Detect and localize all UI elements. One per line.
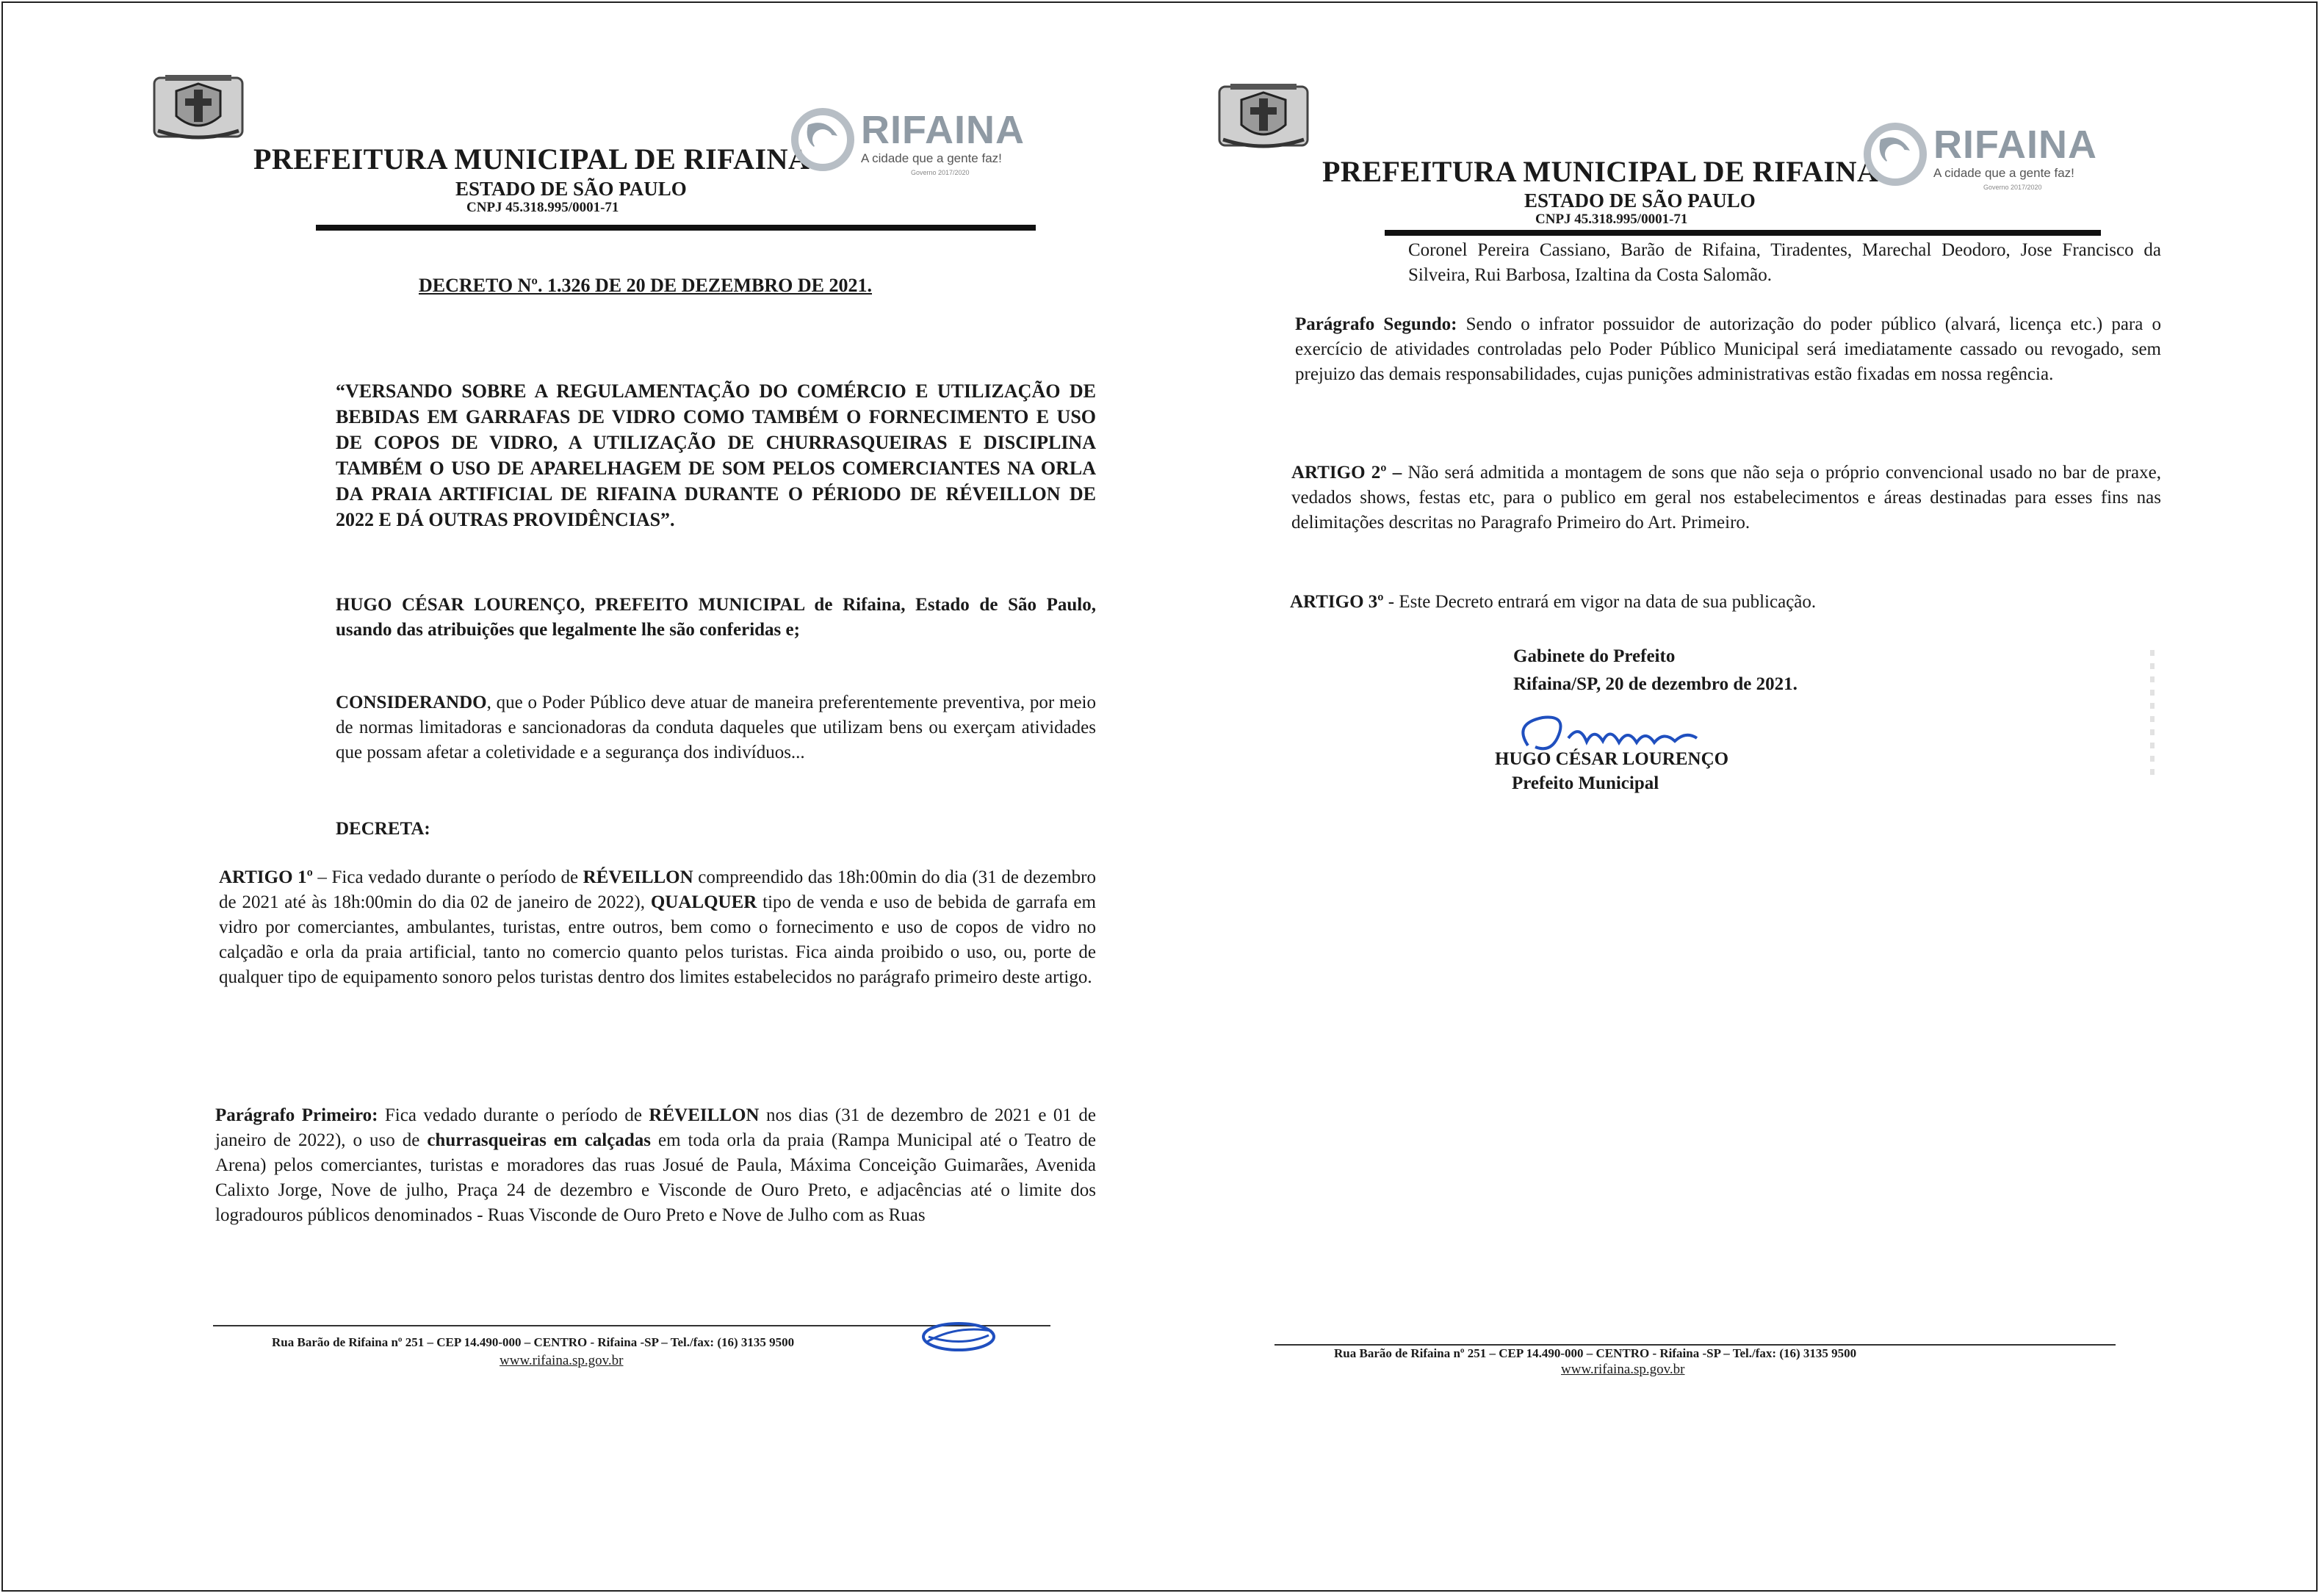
footer-address: Rua Barão de Rifaina nº 251 – CEP 14.490-000 – CENTRO - Rifaina -SP – Tel./fax: (16) 3135 9500 [1334, 1346, 1857, 1360]
footer-website-link[interactable]: www.rifaina.sp.gov.br [500, 1353, 624, 1368]
rifaina-logo [1858, 118, 2097, 198]
cnpj-label: CNPJ 45.318.995/0001-71 [466, 200, 619, 215]
article-2-text: Não será admitida a montagem de sons que não seja o próprio convencional usado no bar de praxe, vedados shows, festas etc, para o publico em geral nos estabelecimentos e áreas destinadas para esses fins nas delimitações descritas no Paragrafo Primeiro do Art. Primeiro. [1291, 463, 2161, 532]
paragraph-1-continuation: Coronel Pereira Cassiano, Barão de Rifaina, Tiradentes, Marechal Deodoro, Jose Francisco da Silveira, Rui Barbosa, Izaltina da Costa Salomão. [1408, 240, 2161, 285]
decreta-label: DECRETA: [336, 819, 430, 839]
article-2 [1291, 461, 2161, 535]
place-date: Rifaina/SP, 20 de dezembro de 2021. [1513, 674, 1798, 694]
logo-tagline: A cidade que a gente faz! [1933, 166, 2074, 180]
office-label: Gabinete do Prefeito [1513, 646, 1676, 666]
article-1 [219, 865, 1096, 990]
paragraph-1-churrasqueiras: churrasqueiras em calçadas [427, 1130, 651, 1150]
footer-address: Rua Barão de Rifaina nº 251 – CEP 14.490-000 – CENTRO - Rifaina -SP – Tel./fax: (16) 3135 9500 [272, 1335, 795, 1349]
cnpj-label: CNPJ 45.318.995/0001-71 [1535, 212, 1688, 227]
decree-page-2 [1212, 0, 2240, 1596]
paragraph-1 [215, 1103, 1096, 1228]
article-3-text: - Este Decreto entrará em vigor na data de sua publicação. [1383, 592, 1817, 612]
logo-tagline: A cidade que a gente faz! [861, 151, 1002, 165]
paragraph-1-label: Parágrafo Primeiro: [215, 1105, 378, 1125]
signer-role: Prefeito Municipal [1512, 773, 1659, 793]
logo-government-term: Governo 2017/2020 [911, 169, 970, 176]
paragraph-1-reveillon: RÉVEILLON [649, 1105, 760, 1125]
article-2-label: ARTIGO 2º – [1291, 463, 1402, 483]
paragraph-2 [1295, 312, 2161, 387]
city-hall-title: PREFEITURA MUNICIPAL DE RIFAINA [253, 142, 810, 176]
considering-text: , que o Poder Público deve atuar de maneira preferentemente preventiva, por meio de normas limitadoras e sancionadoras da conduta daqueles que utilizam bens ou exerçam atividades que possam afetar a coletividade e a segurança dos indivíduos... [336, 693, 1096, 762]
decree-title: DECRETO Nº. 1.326 DE 20 DE DEZEMBRO DE 2021. [419, 275, 873, 296]
header-rule [1385, 230, 2101, 236]
rifaina-swirl-icon [786, 103, 859, 176]
municipal-crest-icon [147, 73, 250, 143]
paragraph-2-label: Parágrafo Segundo: [1295, 314, 1457, 334]
scan-mark-icon [2138, 650, 2167, 782]
article-1-reveillon: RÉVEILLON [583, 867, 693, 887]
considering-paragraph [336, 690, 1096, 765]
state-label: ESTADO DE SÃO PAULO [1524, 189, 1756, 212]
mayor-intro [336, 593, 1096, 643]
logo-wordmark: RIFAINA [1933, 123, 2097, 167]
article-1-text-c: tipo de venda e uso de bebida de garrafa em vidro por comerciantes, ambulantes, turistas, entre outros, bem como o fornecimento e uso de copos de vidro no calçadão e orla da praia artificial, tanto no comercio quanto pelos turistas. Fica ainda proibido o uso, ou, porte de qualquer tipo de equipamento sonoro pelos turistas dentro dos limites estabelecidos no parágrafo primeiro deste artigo. [219, 892, 1096, 987]
decree-preamble: “VERSANDO SOBRE A REGULAMENTAÇÃO DO COMÉRCIO E UTILIZAÇÃO DE BEBIDAS EM GARRAFAS DE VIDRO COMO TAMBÉM O FORNECIMENTO E USO DE COPOS DE VIDRO, A UTILIZAÇÃO DE CHURRASQUEIRAS E DISCIPLINA TAMBÉM O USO DE APARELHAGEM DE SOM PELOS COMERCIANTES NA ORLA DA PRAIA ARTIFICIAL DE RIFAINA DURANTE O PÉRIODO DE RÉVEILLON DE 2022 E DÁ OUTRAS PROVIDÊNCIAS”. [336, 380, 1096, 530]
paragraph-2-text: Sendo o infrator possuidor de autorização do poder público (alvará, licença etc.) para o exercício de atividades controladas pelo Poder Público Municipal será imediatamente cassado ou revogado, sem prejuizo das demais responsabilidades, cujas punições administrativas estão fixadas em nossa regência. [1295, 314, 2161, 384]
article-3-label: ARTIGO 3º [1290, 592, 1384, 612]
footer-rule [1274, 1344, 2116, 1346]
state-label: ESTADO DE SÃO PAULO [455, 178, 687, 200]
article-1-label: ARTIGO 1º [219, 867, 313, 887]
initials-mark-icon [918, 1315, 999, 1359]
signer-name: HUGO CÉSAR LOURENÇO [1495, 749, 1729, 769]
city-hall-title: PREFEITURA MUNICIPAL DE RIFAINA [1322, 155, 1879, 188]
rifaina-logo [786, 103, 1025, 184]
article-1-text-a: – Fica vedado durante o período de [312, 867, 583, 887]
rifaina-swirl-icon [1858, 118, 1932, 191]
footer-website-link[interactable]: www.rifaina.sp.gov.br [1561, 1362, 1685, 1377]
article-3 [1290, 590, 1816, 615]
municipal-crest-icon [1212, 82, 1315, 152]
paragraph-1-text-b: nos dias (31 de dezembro de 2021 e 01 de janeiro de 2022), o uso de [215, 1105, 1096, 1150]
logo-wordmark: RIFAINA [861, 108, 1025, 152]
paragraph-1-text-c: em toda orla da praia (Rampa Municipal até o Teatro de Arena) pelos comerciantes, turistas e moradores das ruas Josué de Paula, Máxima Conceição Guimarães, Avenida Calixto Jorge, Nove de julho, Praça 24 de dezembro e Visconde de Ouro Preto, e adjacências até o limite dos logradouros públicos denominados - Ruas Visconde de Ouro Preto e Nove de Julho com as Ruas [215, 1130, 1096, 1225]
considering-label: CONSIDERANDO [336, 693, 487, 712]
paragraph-1-text-a: Fica vedado durante o período de [378, 1105, 649, 1125]
article-1-text-b: compreendido das 18h:00min do dia (31 de dezembro de 2021 até às 18h:00min do dia 02 de janeiro de 2022), [219, 867, 1096, 912]
logo-government-term: Governo 2017/2020 [1983, 184, 2042, 191]
mayor-intro-text: HUGO CÉSAR LOURENÇO, PREFEITO MUNICIPAL de Rifaina, Estado de São Paulo, usando das atribuições que legalmente lhe são conferidas e; [336, 595, 1096, 640]
article-1-qualquer: QUALQUER [650, 892, 757, 912]
decree-page-1 [147, 0, 1175, 1596]
header-rule [316, 225, 1036, 231]
